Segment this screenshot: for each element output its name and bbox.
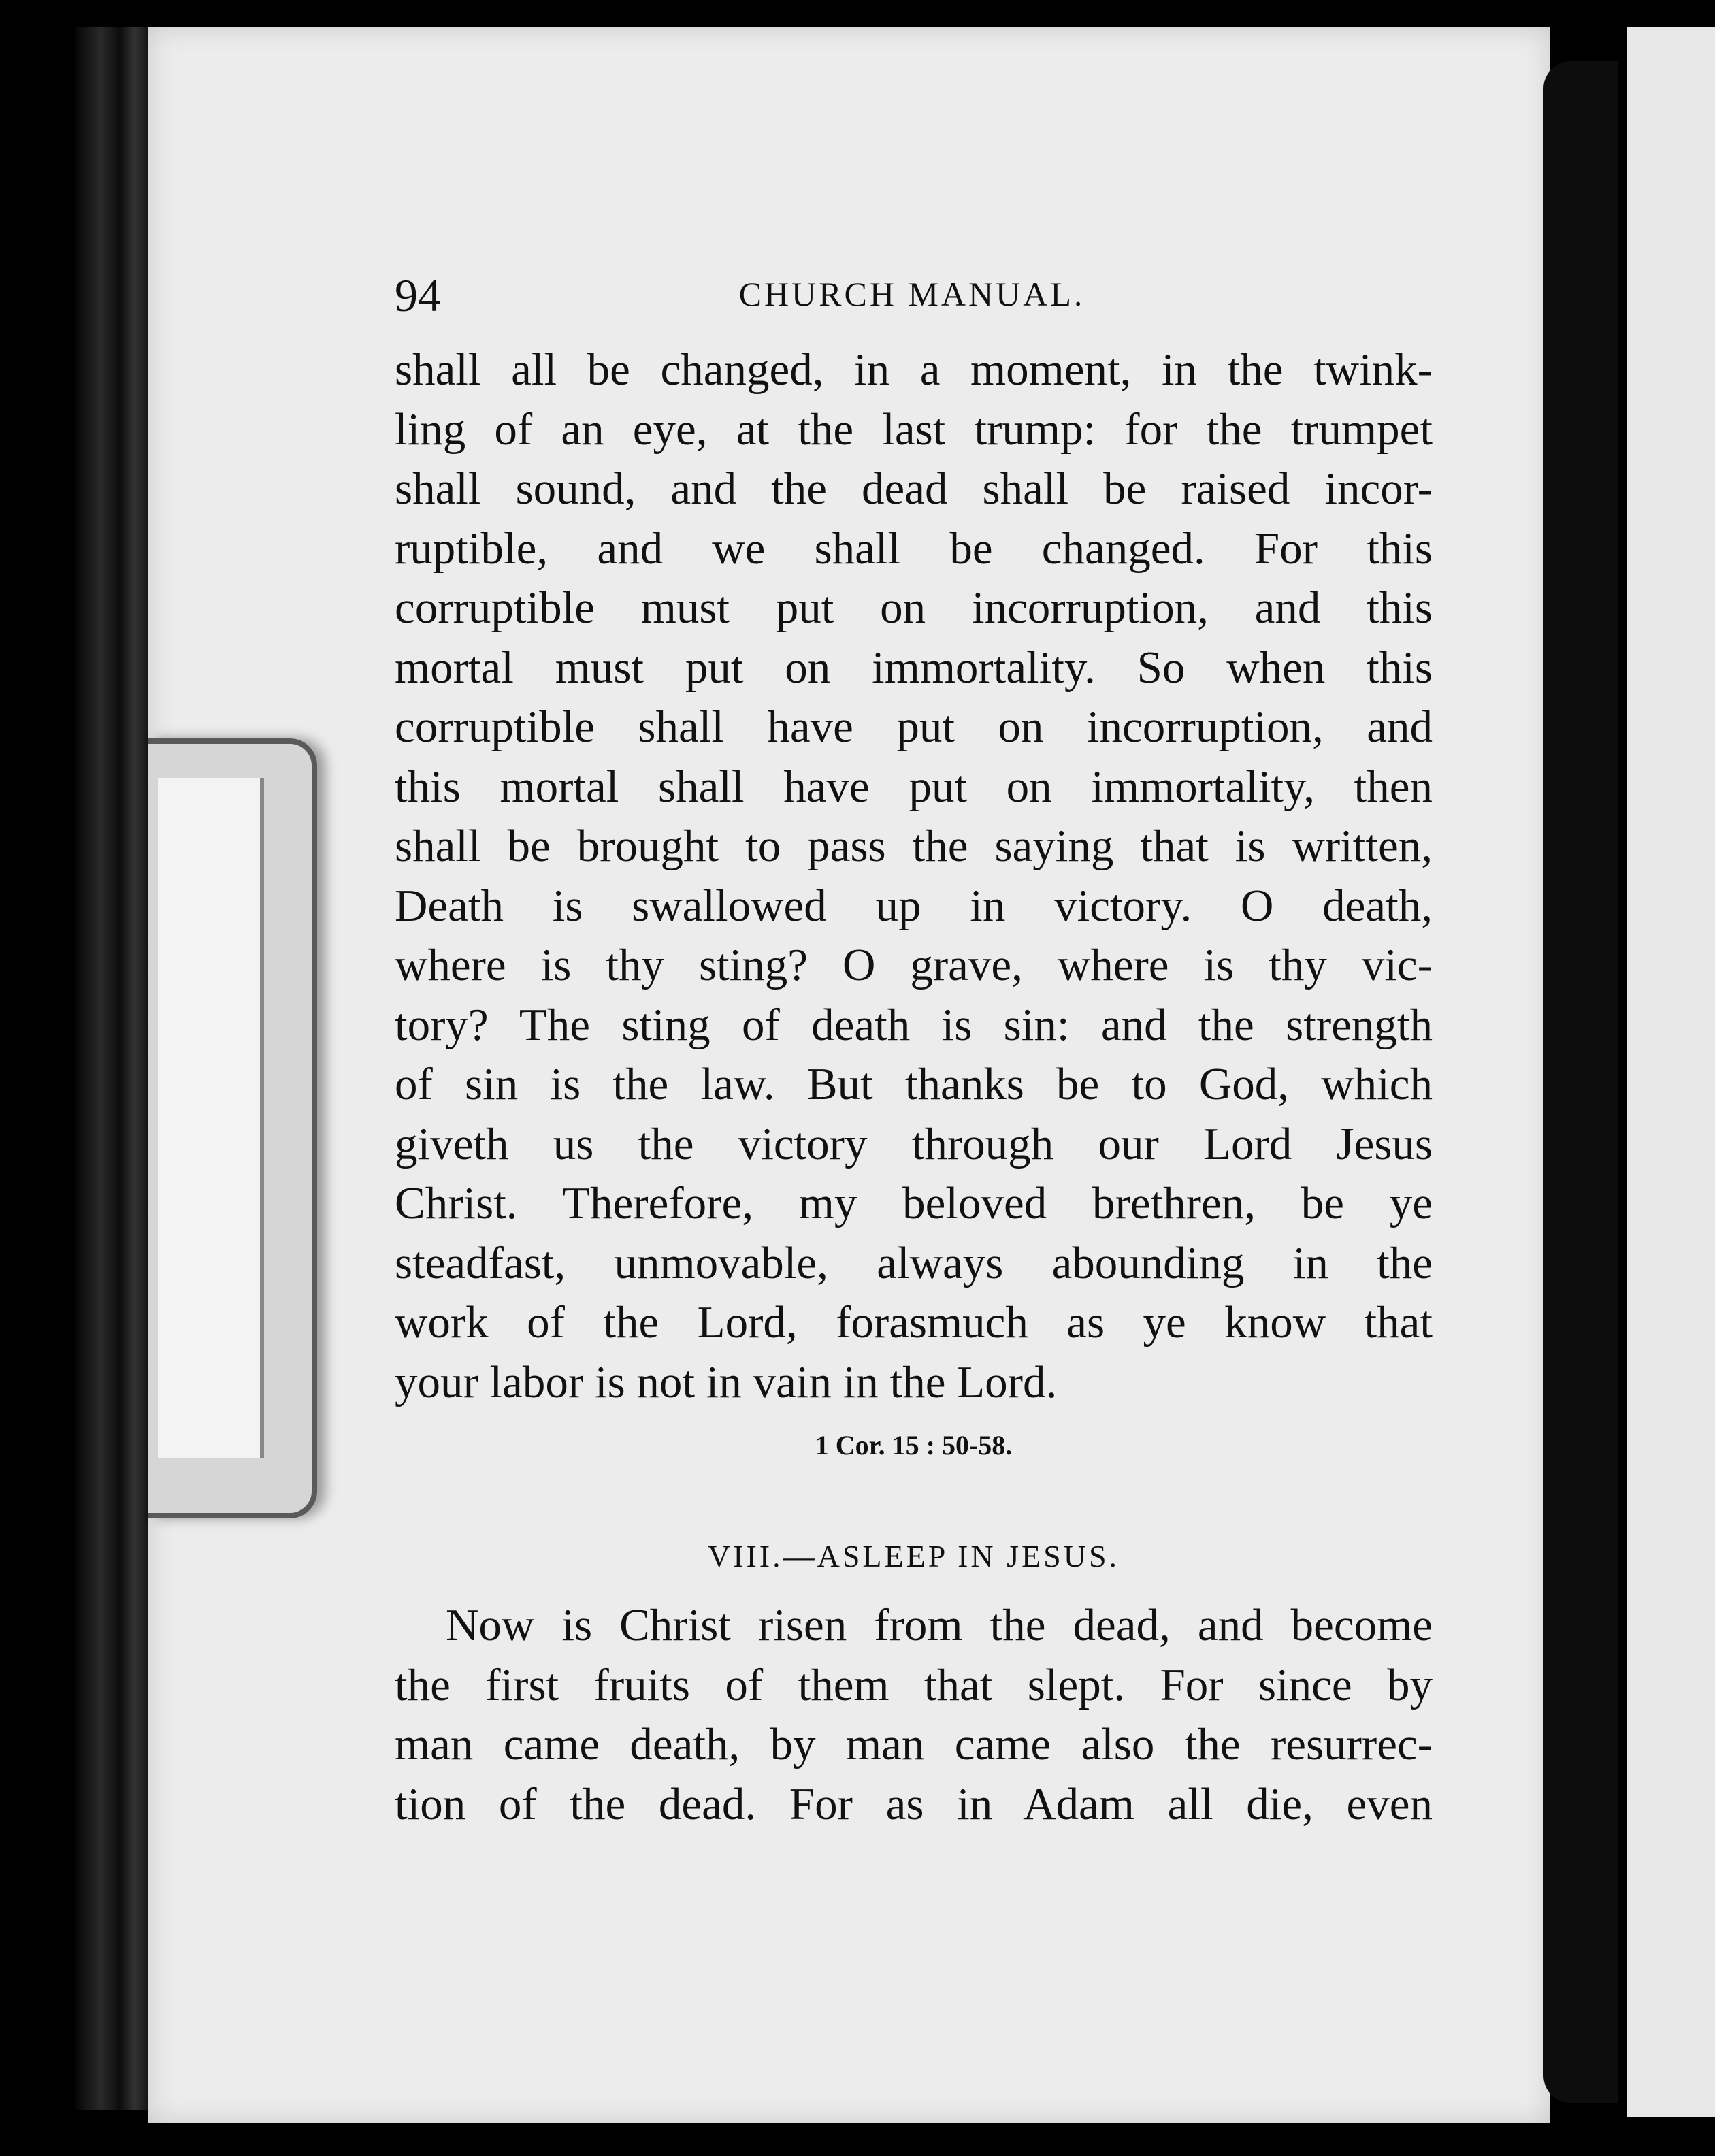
text-line: steadfast, unmovable, always abounding in the [395, 1237, 1433, 1288]
text-line: the first fruits of them that slept. For since by [395, 1659, 1433, 1710]
text-line: shall all be changed, in a moment, in the twink- [395, 344, 1433, 395]
book-spine-edge [75, 27, 150, 2110]
text-line: shall be brought to pass the saying that is written, [395, 821, 1433, 871]
body-paragraph-2 [395, 1596, 1433, 1834]
text-line: tion of the dead. For as in Adam all die, even [395, 1778, 1433, 1829]
page-clip-tab-inner [158, 778, 264, 1458]
page-header [395, 269, 1429, 330]
body-paragraph-1 [395, 340, 1433, 1412]
text-line: shall sound, and the dead shall be raised incor- [395, 463, 1433, 514]
text-line: ling of an eye, at the last trump: for the trumpet [395, 404, 1433, 455]
text-line: where is thy sting? O grave, where is thy vic- [395, 940, 1433, 990]
text-line: giveth us the victory through our Lord Jesus [395, 1118, 1433, 1169]
page-number: 94 [395, 270, 441, 321]
running-title: CHURCH MANUAL. [738, 275, 1085, 313]
text-line: ruptible, and we shall be changed. For this [395, 523, 1433, 574]
text-line: Now is Christ risen from the dead, and become [446, 1600, 1433, 1650]
scripture-citation: 1 Cor. 15 : 50-58. [815, 1430, 1013, 1460]
text-line: corruptible shall have put on incorruption, and [395, 702, 1433, 752]
text-line: of sin is the law. But thanks be to God, which [395, 1059, 1433, 1109]
section-heading: VIII.—ASLEEP IN JESUS. [707, 1539, 1120, 1573]
binding-gutter [1544, 61, 1618, 2103]
text-line: Christ. Therefore, my beloved brethren, be ye [395, 1178, 1433, 1228]
text-line: man came death, by man came also the resurrec- [395, 1719, 1433, 1769]
text-line: tory? The sting of death is sin: and the strength [395, 999, 1433, 1050]
text-line: mortal must put on immortality. So when this [395, 642, 1433, 693]
text-line: Death is swallowed up in victory. O death, [395, 880, 1433, 931]
page-clip-tab [148, 738, 317, 1518]
facing-page-edge [1627, 27, 1715, 2117]
text-line: work of the Lord, forasmuch as ye know that [395, 1297, 1433, 1348]
text-line: your labor is not in vain in the Lord. [395, 1356, 1058, 1407]
text-line: corruptible must put on incorruption, and this [395, 583, 1433, 633]
text-line: this mortal shall have put on immortality, then [395, 761, 1433, 812]
